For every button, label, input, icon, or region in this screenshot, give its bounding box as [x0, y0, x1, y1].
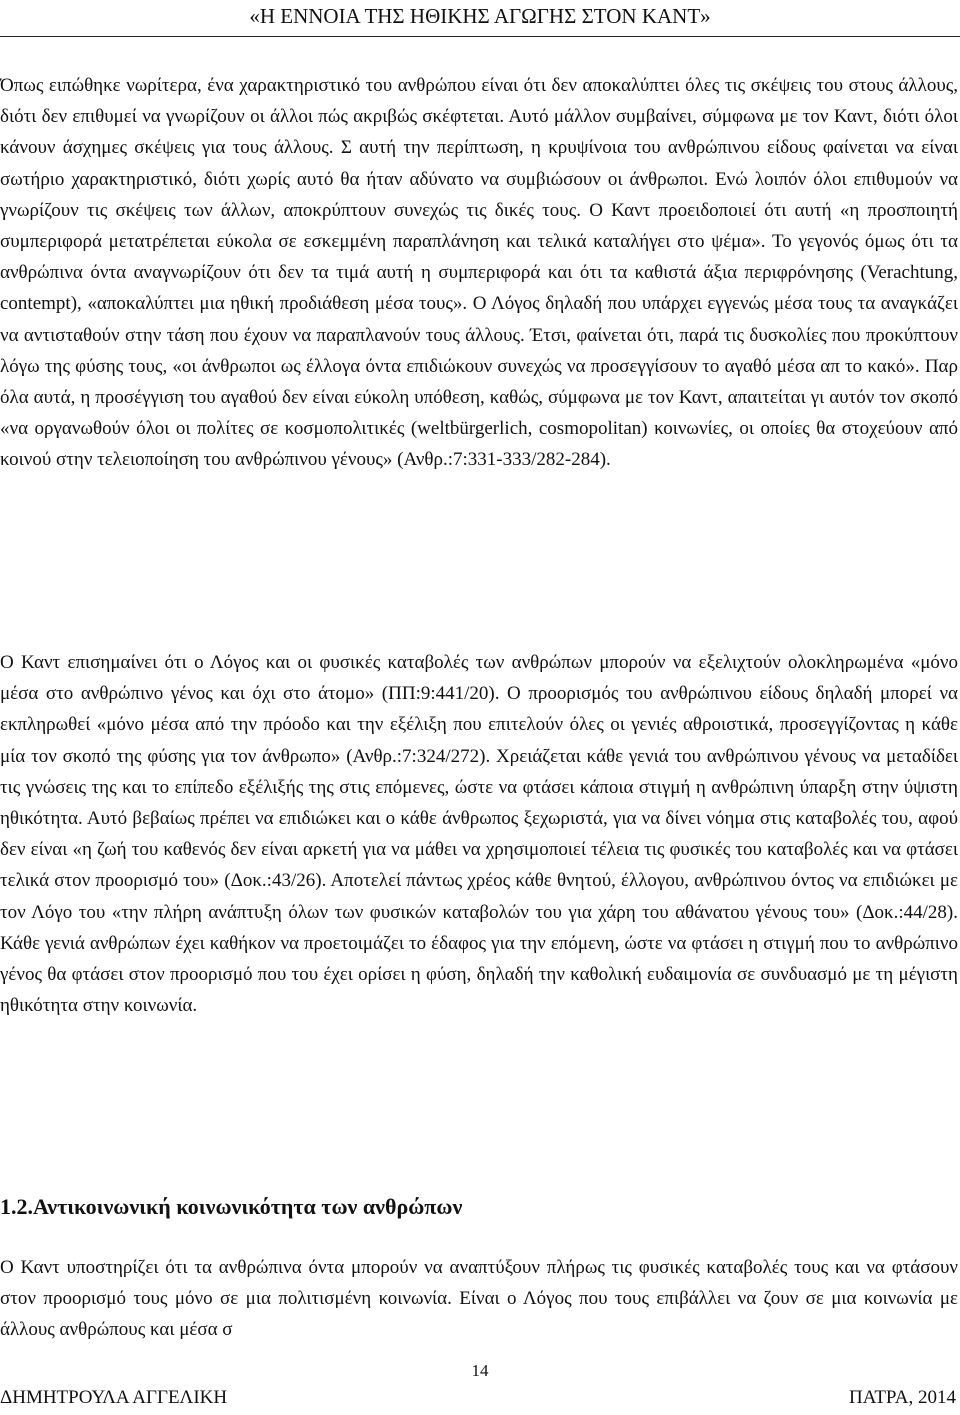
footer-author: ΔΗΜΗΤΡΟΥΛΑ ΑΓΓΕΛΙΚΗ	[0, 1387, 228, 1408]
page-number: 14	[471, 1361, 489, 1380]
header-rule	[0, 36, 960, 37]
body-paragraph: Όπως ειπώθηκε νωρίτερα, ένα χαρακτηριστικό του ανθρώπου είναι ότι δεν αποκαλύπτει όλες τις σκέψεις του στους άλλους, διότι δεν επιθυμεί να γνωρίζουν οι άλλοι πώς ακριβώς σκέφτεται. Αυτό μάλλον συμβαίνει, σύμφωνα με τον Καντ, διότι όλοι κάνουν άσχημες σκέψεις για τους άλλους. Σ αυτή την περίπτωση, η κρυψίνοια του ανθρώπινου είδους φαίνεται να είναι σωτήριο χαρακτηριστικό, διότι χωρίς αυτό θα ήταν αδύνατο να συμβιώσουν οι άνθρωποι. Ενώ λοιπόν όλοι επιθυμούν να γνωρίζουν τις σκέψεις των άλλων, αποκρύπτουν συνεχώς τις δικές τους. Ο Καντ προειδοποιεί ότι αυτή «η προσποιητή συμπεριφορά μετατρέπεται εύκολα σε εσκεμμένη παραπλάνηση και τελικά καταλήγει στο ψέμα». Το γεγονός όμως ότι τα ανθρώπινα όντα αναγνωρίζουν ότι δεν τα τιμά αυτή η συμπεριφορά και ότι τα καθιστά άξια περιφρόνησης (Verachtung, contempt), «αποκαλύπτει μια ηθική προδιάθεση μέσα τους». Ο Λόγος δηλαδή που υπάρχει εγγενώς μέσα τους τα αναγκάζει να αντισταθούν στην τάση που έχουν να παραπλανούν τους άλλους. Έτσι, φαίνεται ότι, παρά τις δυσκολίες που προκύπτουν λόγω της φύσης τους, «οι άνθρωποι ως έλλογα όντα επιδιώκουν συνεχώς να προσεγγίσουν το αγαθό μέσα απ το κακό». Παρ όλα αυτά, η προσέγγιση του αγαθού δεν είναι εύκολη υπόθεση, καθώς, σύμφωνα με τον Καντ, απαιτείται γι αυτόν τον σκοπό «να οργανωθούν όλοι οι πολίτες σε κοσμοπολιτικές (weltbürgerlich, cosmopolitan) κοινωνίες, οι οποίες θα στοχεύουν από κοινού στην τελειοποίηση του ανθρώπινου γένους» (Ανθρ.:7:331-333/282-284).	[0, 75, 958, 471]
section-number: 1.2.	[0, 1194, 33, 1219]
section-title: Αντικοινωνική κοινωνικότητα των ανθρώπων	[33, 1194, 463, 1219]
header-title: «Η ΕΝΝΟΙΑ ΤΗΣ ΗΘΙΚΗΣ ΑΓΩΓΗΣ ΣΤΟΝ ΚΑΝΤ»	[249, 4, 711, 28]
section-heading	[0, 1192, 462, 1222]
footer-place-year: ΠΑΤΡΑ, 2014	[848, 1387, 956, 1408]
page-header	[0, 3, 960, 29]
body-paragraph: Ο Καντ επισημαίνει ότι ο Λόγος και οι φυσικές καταβολές των ανθρώπων μπορούν να εξελιχτούν ολοκληρωμένα «μόνο μέσα στο ανθρώπινο γένος και όχι στο άτομο» (ΠΠ:9:441/20). Ο προορισμός του ανθρώπινου είδους δηλαδή μπορεί να εκπληρωθεί «μόνο μέσα από την πρόοδο και την εξέλιξη που επιτελούν όλες οι γενιές αθροιστικά, προσεγγίζοντας η κάθε μία τον σκοπό της φύσης για τον άνθρωπο» (Ανθρ.:7:324/272). Χρειάζεται κάθε γενιά του ανθρώπινου γένους να μεταδίδει τις γνώσεις της και το επίπεδο εξέλιξής της στις επόμενες, ώστε να φτάσει κάποια στιγμή η ανθρώπινη ύπαρξη στην ύψιστη ηθικότητα. Αυτό βεβαίως πρέπει να επιδιώκει και ο κάθε άνθρωπος ξεχωριστά, για να δίνει νόημα στις καταβολές του, αφού δεν είναι «η ζωή του καθενός δεν είναι αρκετή για να μάθει να χρησιμοποιεί τέλεια τις φυσικές του καταβολές και να φτάσει τελικά στον προορισμό του» (Δοκ.:43/26). Αποτελεί πάντως χρέος κάθε θνητού, έλλογου, ανθρώπινου όντος να επιδιώκει με τον Λόγο του «την πλήρη ανάπτυξη όλων των φυσικών καταβολών του για χάρη του αθάνατου γένους του» (Δοκ.:44/28). Κάθε γενιά ανθρώπων έχει καθήκον να προετοιμάζει το έδαφος για την επόμενη, ώστε να φτάσει η στιγμή που το ανθρώπινο γένος θα φτάσει στον προορισμό που του έχει ορίσει η φύση, δηλαδή την καθολική ευδαιμονία σε συνδυασμό με τη μέγιστη ηθικότητα στην κοινωνία.	[0, 652, 958, 1017]
section-paragraph: Ο Καντ υποστηρίζει ότι τα ανθρώπινα όντα μπορούν να αναπτύξουν πλήρως τις φυσικές καταβολές τους και να φτάσουν στον προορισμό τους μόνο σε μια πολιτισμένη κοινωνία. Είναι ο Λόγος που τους επιβάλλει να ζουν σε μια κοινωνία με άλλους ανθρώπους και μέσα σ	[0, 1257, 958, 1341]
